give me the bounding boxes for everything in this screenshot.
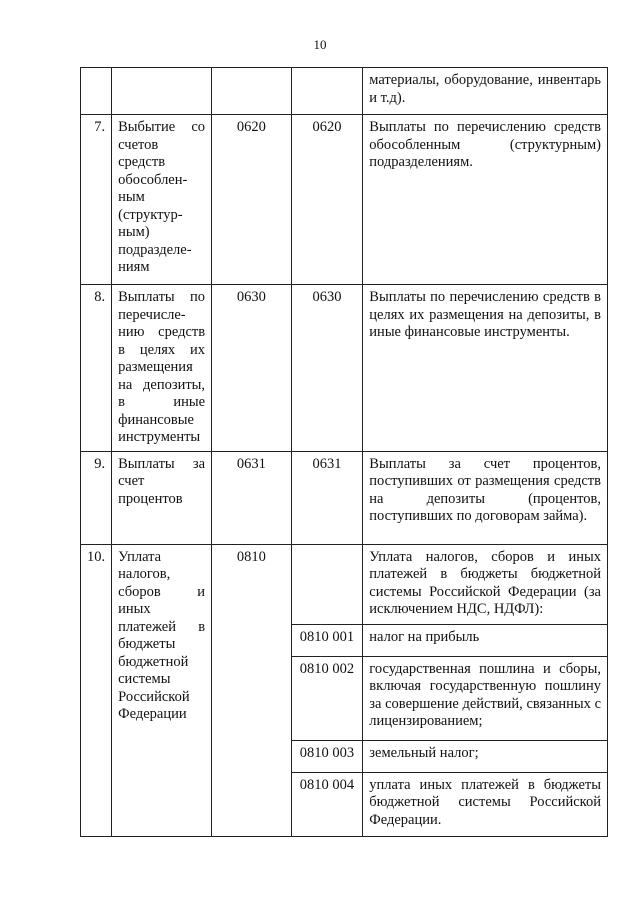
row-name: Выплаты по перечисле-нию средств в целях их размещения на депозиты, в иные финансовые инструменты: [112, 285, 212, 452]
table-row: [81, 544, 608, 624]
row-name: Уплата налогов, сборов и иных платежей в бюджеты бюджетной системы Российской Федерации: [112, 544, 212, 836]
row-name: Выбытие со счетов средств обособлен-ным (структур-ным) подразделе-ниям: [112, 115, 212, 285]
row-code: 0630: [212, 285, 292, 452]
subrow-description: налог на прибыль: [363, 624, 608, 656]
subrow-description: уплата иных платежей в бюджеты бюджетной системы Российской Федерации.: [363, 772, 608, 836]
page-number: 10: [313, 37, 327, 52]
row-subcode: [291, 544, 363, 624]
row-number: 9.: [81, 451, 112, 544]
table-row: [81, 115, 608, 285]
table-row: [81, 451, 608, 544]
row-number: 8.: [81, 285, 112, 452]
row-number: 7.: [81, 115, 112, 285]
subrow-description: земельный налог;: [363, 740, 608, 772]
row-description: Уплата налогов, сборов и иных платежей в бюджеты бюджетной системы Российской Федерации (за исключением НДС, НДФЛ):: [363, 544, 608, 624]
row-subcode: 0630: [291, 285, 363, 452]
row-code: 0631: [212, 451, 292, 544]
table-row: [81, 285, 608, 452]
row-code: 0810: [212, 544, 292, 836]
subrow-code: 0810 001: [291, 624, 363, 656]
subrow-description: государственная пошлина и сборы, включая государственную пошлину за совершение действий, связанных с лицензированием;: [363, 656, 608, 740]
row-subcode: 0620: [291, 115, 363, 285]
row-description: Выплаты за счет процентов, поступивших от размещения средств на депозиты (процентов, поступивших по договорам займа).: [363, 451, 608, 544]
row-subcode: [291, 68, 363, 115]
row-description: Выплаты по перечислению средств в целях их размещения на депозиты, в иные финансовые инструменты.: [363, 285, 608, 452]
row-name: [112, 68, 212, 115]
subrow-code: 0810 004: [291, 772, 363, 836]
codes-table: [80, 67, 608, 837]
table-row: [81, 68, 608, 115]
row-number: 10.: [81, 544, 112, 836]
row-name: Выплаты за счет процентов: [112, 451, 212, 544]
row-code: 0620: [212, 115, 292, 285]
row-subcode: 0631: [291, 451, 363, 544]
row-code: [212, 68, 292, 115]
row-description: материалы, оборудование, инвентарь и т.д).: [363, 68, 608, 115]
row-description: Выплаты по перечислению средств обособленным (структурным) подразделениям.: [363, 115, 608, 285]
row-number: [81, 68, 112, 115]
subrow-code: 0810 003: [291, 740, 363, 772]
subrow-code: 0810 002: [291, 656, 363, 740]
